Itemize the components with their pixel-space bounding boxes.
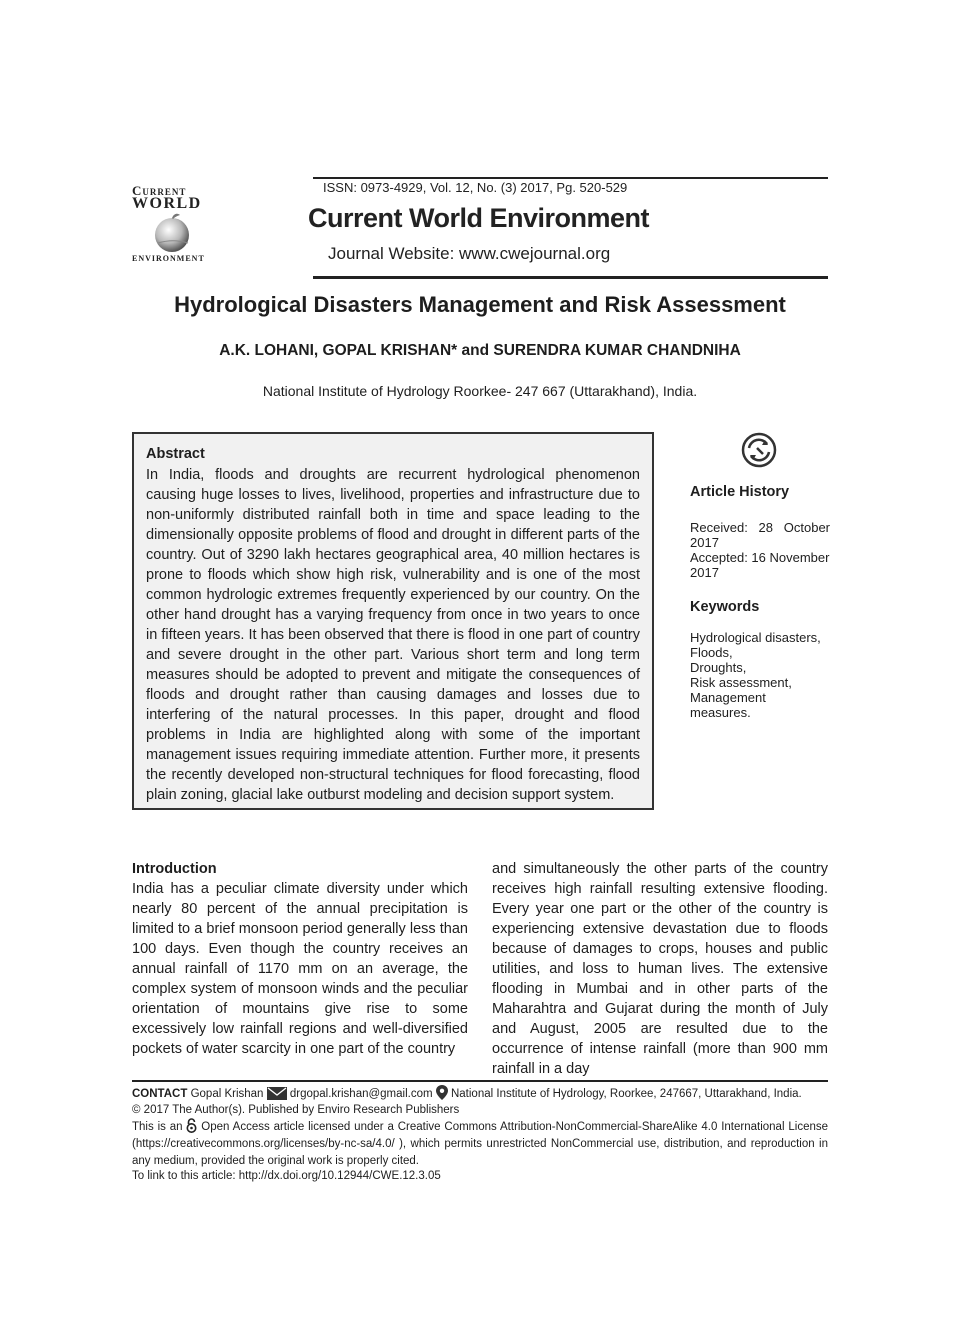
intro-column-2 (492, 859, 828, 1079)
contact-label: CONTACT (132, 1088, 188, 1100)
copyright-line: © 2017 The Author(s). Published by Enviro Research Publishers (132, 1104, 460, 1116)
intro-text-2: and simultaneously the other parts of the country receives high rainfall resulting extensive flooding. Every year one part or the other of the country is experiencing extensive devastation due to floods because of damages to crops, houses and public utilities, and loss to human lives. The extensive flooding in Mumbai and in other parts of the Maharahtra and Gujarat during the month of July and August, 2005 are resulted due to the occurrence of intense rainfall (more than 900 mm rainfall in a day (492, 861, 828, 1077)
abstract-heading: Abstract (146, 446, 205, 462)
keywords-heading: Keywords (690, 599, 760, 615)
keyword-item: Management measures. (690, 690, 766, 720)
abstract-text: In India, floods and droughts are recurrent hydrological phenomenon causing huge losses to lives, livelihood, properties and infrastructure due to non-uniformly distributed rainfall both in time and space leading to the dimensionally opposite problems of flood and drought in different parts of the country. Out of 3290 lakh hectares geographical area, 40 million hectares is prone to floods which show high risk, vulnerability and is one of the most common hydrologic extremes frequently experienced by our country. On the other hand drought has a varying frequency from once in two years to once in fifteen years. It has been observed that there is flood in one part of country and severe drought in the other part. Various short term and long term measures should be adopted to prevent and mitigate the consequences of floods and drought rather than causing damages and losses due to interfering of the natural processes. In this paper, drought and flood problems in India are highlighted along with some of the important management issues requiring immediate attention. Further more, it presents the recently developed non-structural techniques for flood forecasting, flood plain zoning, glacial lake outburst modeling and decision support system. (146, 467, 640, 803)
intro-text-1: India has a peculiar climate diversity under which nearly 80 percent of the annual precipitation is limited to a brief monsoon period generally less than 100 days. Even though the country receives an annual rainfall of 1170 mm on an average, the complex system of monsoon winds and the peculiar orientation of mountains give rise to some excessively low rainfall regions and well-diversified pockets of water scarcity in one part of the country (132, 881, 468, 1057)
article-title: Hydrological Disasters Management and Risk Assessment (174, 292, 786, 317)
logo-line3: ENVIRONMENT (132, 254, 205, 263)
license-prefix: This is an (132, 1121, 183, 1133)
journal-name: Current World Environment (308, 203, 650, 233)
keyword-item: Hydrological disasters, (690, 630, 821, 645)
globe-icon (148, 213, 196, 253)
accepted-date: Accepted: 16 November 2017 (690, 550, 830, 580)
doi-link[interactable]: To link to this article: http://dx.doi.org/10.12944/CWE.12.3.05 (132, 1170, 441, 1182)
open-access-icon (186, 1118, 197, 1133)
intro-heading: Introduction (132, 861, 217, 877)
location-pin-icon (436, 1085, 448, 1100)
license-text: Open Access article licensed under a Creative Commons Attribution-NonCommercial-ShareAlike 4.0 International License (https://creativecommons.org/licenses/by-nc-sa/4.0/ ), which permits unrestricted NonCommercial use, distribution, and reproduction in any medium, provided the original work is properly cited. (132, 1121, 829, 1167)
received-date: Received: 28 October 2017 (690, 520, 830, 550)
intro-column-1 (132, 859, 468, 1059)
issn-line: ISSN: 0973-4929, Vol. 12, No. (3) 2017, Pg. 520-529 (323, 180, 628, 195)
article-affiliation: National Institute of Hydrology Roorkee- 247 667 (Uttarakhand), India. (262, 383, 698, 399)
contact-address: National Institute of Hydrology, Roorkee, 247667, Uttarakhand, India. (450, 1088, 802, 1100)
keyword-item: Droughts, (690, 660, 747, 675)
journal-logo (128, 183, 220, 267)
keyword-item: Risk assessment, (690, 675, 792, 690)
header-top-rule (313, 177, 828, 179)
article-history-heading: Article History (690, 484, 790, 500)
crossmark-icon[interactable] (739, 430, 779, 470)
contact-line (132, 1085, 828, 1103)
contact-email[interactable]: drgopal.krishan@gmail.com (289, 1088, 433, 1100)
footer-rule (132, 1080, 828, 1082)
header-bottom-rule (313, 276, 828, 279)
keyword-item: Floods, (690, 645, 733, 660)
contact-name: Gopal Krishan (190, 1088, 264, 1100)
article-authors: A.K. LOHANI, GOPAL KRISHAN* and SURENDRA KUMAR CHANDNIHA (219, 342, 741, 359)
email-icon (267, 1087, 287, 1100)
abstract-box (132, 432, 654, 810)
logo-line2: WORLD (132, 195, 202, 212)
journal-website[interactable]: Journal Website: www.cwejournal.org (328, 244, 611, 263)
logo-line1: Current (132, 183, 187, 198)
keywords-list (690, 630, 835, 720)
license-paragraph (132, 1118, 828, 1170)
